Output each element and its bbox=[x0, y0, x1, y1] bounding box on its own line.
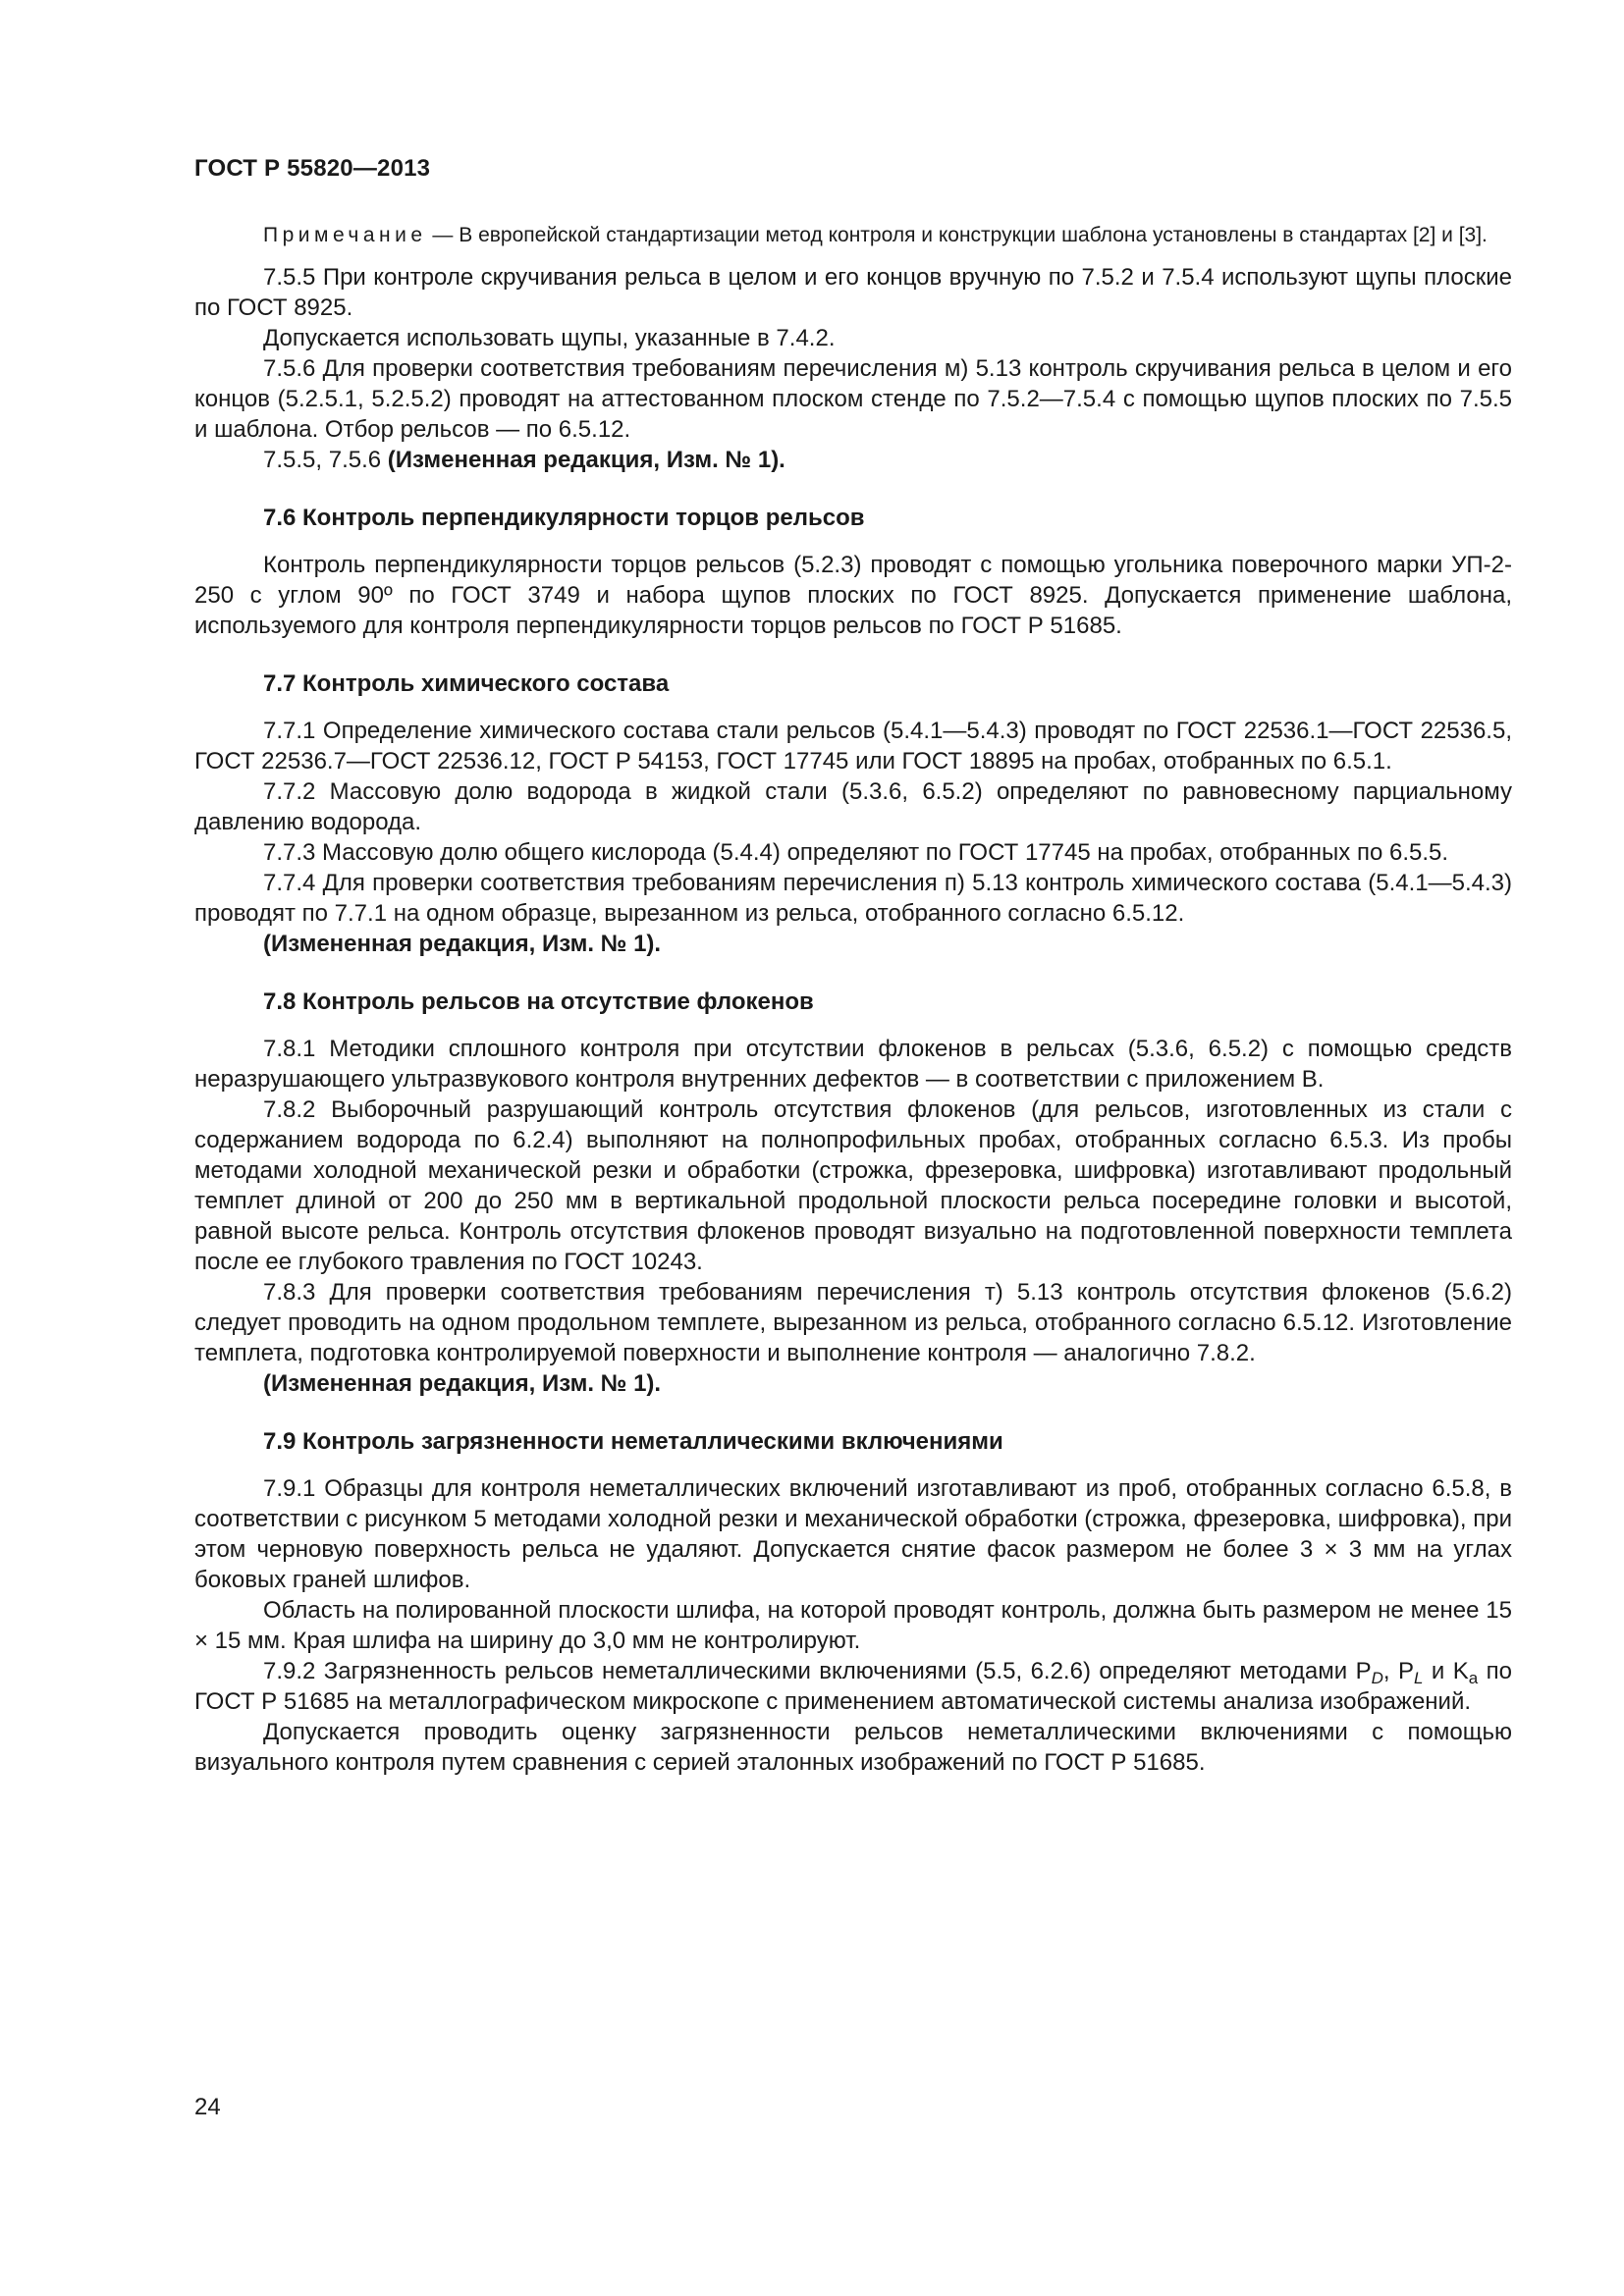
paragraph-7-5-6: 7.5.6 Для проверки соответствия требованиям перечисления м) 5.13 контроль скручивания рельса в целом и его концов (5.2.5.1, 5.2.5.2) проводят на аттестованном плоском стенде по 7.5.2—7.5.4 с помощью щупов плоских по 7.5.5 и шаблона. Отбор рельсов — по 6.5.12. bbox=[194, 355, 1512, 443]
note-label: Примечание bbox=[263, 224, 427, 246]
section-heading-7-6: 7.6 Контроль перпендикулярности торцов рельсов bbox=[263, 505, 865, 531]
section-heading-7-8: 7.8 Контроль рельсов на отсутствие флокенов bbox=[263, 988, 814, 1015]
paragraph-amendment-7-8 bbox=[194, 1368, 1512, 1399]
paragraph-7-8-1: 7.8.1 Методики сплошного контроля при отсутствии флокенов в рельсах (5.3.6, 6.5.2) с помощью средств неразрушающего ультразвукового контроля внутренних дефектов — в соответствии с приложением В. bbox=[194, 1036, 1512, 1093]
p792-sep2: и bbox=[1423, 1658, 1453, 1684]
method-pd-letter: P bbox=[1355, 1658, 1372, 1684]
paragraph-7-6: Контроль перпендикулярности торцов рельсов (5.2.3) проводят с помощью угольника поверочного марки УП-2-250 с углом 90º по ГОСТ 3749 и набора щупов плоских по ГОСТ 8925. Допускается применение шаблона, используемого для контроля перпендикулярности торцов рельсов по ГОСТ Р 51685. bbox=[194, 552, 1512, 639]
paragraph-7-7-2: 7.7.2 Массовую долю водорода в жидкой стали (5.3.6, 6.5.2) определяют по равновесному парциальному давлению водорода. bbox=[194, 778, 1512, 835]
method-pd-subscript: D bbox=[1371, 1669, 1383, 1687]
paragraph-7-8-2: 7.8.2 Выборочный разрушающий контроль отсутствия флокенов (для рельсов, изготовленных из стали с содержанием водорода по 6.2.4) выполняют на полнопрофильных пробах, отобранных согласно 6.5.3. Из пробы методами холодной механической резки и обработки (строжка, фрезеровка, шифровка) изготавливают продольный темплет длиной от 200 до 250 мм в вертикальной продольной плоскости рельса посередине головки и высотой, равной высоте рельса. Контроль отсутствия флокенов проводят визуально на подготовленной поверхности темплета после ее глубокого травления по ГОСТ 10243. bbox=[194, 1096, 1512, 1275]
amendment-note: (Измененная редакция, Изм. № 1). bbox=[387, 447, 785, 473]
paragraph-amendment-7-5 bbox=[194, 445, 1512, 475]
section-heading-7-7: 7.7 Контроль химического состава bbox=[263, 670, 670, 697]
method-pl-letter: P bbox=[1398, 1658, 1415, 1684]
section-heading-7-9: 7.9 Контроль загрязненности неметаллическими включениями bbox=[263, 1428, 1003, 1455]
document-body bbox=[194, 221, 1512, 1778]
p792-text-b: по ГОСТ Р 51685 на металлографическом микроскопе с применением автоматической системы анализа изображений. bbox=[194, 1658, 1513, 1715]
note-paragraph bbox=[194, 221, 1512, 249]
method-ka-subscript: a bbox=[1468, 1669, 1479, 1687]
paragraph-7-9-2 bbox=[194, 1656, 1512, 1717]
amendment-note: (Измененная редакция, Изм. № 1). bbox=[263, 1370, 662, 1397]
page-header-doc-code: ГОСТ Р 55820—2013 bbox=[194, 155, 431, 182]
paragraph-7-9-1: 7.9.1 Образцы для контроля неметаллических включений изготавливают из проб, отобранных согласно 6.5.8, в соответствии с рисунком 5 методами холодной резки и механической обработки (строжка, фрезеровка, шифровка), при этом черновую поверхность рельса не удаляют. Допускается снятие фасок размером не более 3 × 3 мм на углах боковых граней шлифов. bbox=[194, 1475, 1512, 1593]
note-text: — В европейской стандартизации метод контроля и конструкции шаблона установлены в стандартах [2] и [3]. bbox=[426, 224, 1488, 246]
paragraph-amendment-7-7 bbox=[194, 929, 1512, 959]
amendment-ref: 7.5.5, 7.5.6 bbox=[263, 447, 388, 473]
paragraph-7-7-4: 7.7.4 Для проверки соответствия требованиям перечисления п) 5.13 контроль химического состава (5.4.1—5.4.3) проводят по 7.7.1 на одном образце, вырезанном из рельса, отобранного согласно 6.5.12. bbox=[194, 870, 1512, 927]
paragraph-7-5-5: 7.5.5 При контроле скручивания рельса в целом и его концов вручную по 7.5.2 и 7.5.4 используют щупы плоские по ГОСТ 8925. bbox=[194, 264, 1512, 321]
paragraph-7-8-3: 7.8.3 Для проверки соответствия требованиям перечисления т) 5.13 контроль отсутствия флокенов (5.6.2) следует проводить на одном продольном темплете, вырезанном из рельса, отобранного согласно 6.5.12. Изготовление темплета, подготовка контролируемой поверхности и выполнение контроля — аналогично 7.8.2. bbox=[194, 1279, 1512, 1366]
paragraph-7-9-1-area: Область на полированной плоскости шлифа, на которой проводят контроль, должна быть размером не менее 15 × 15 мм. Края шлифа на ширину до 3,0 мм не контролируют. bbox=[194, 1597, 1512, 1654]
paragraph-7-9-2-visual: Допускается проводить оценку загрязненности рельсов неметаллическими включениями с помощью визуального контроля путем сравнения с серией эталонных изображений по ГОСТ Р 51685. bbox=[194, 1719, 1512, 1776]
page-number: 24 bbox=[194, 2094, 221, 2120]
method-ka-letter: K bbox=[1452, 1658, 1469, 1684]
p792-sep1: , bbox=[1382, 1658, 1398, 1684]
paragraph-7-7-1: 7.7.1 Определение химического состава стали рельсов (5.4.1—5.4.3) проводят по ГОСТ 22536.1—ГОСТ 22536.5, ГОСТ 22536.7—ГОСТ 22536.12, ГОСТ Р 54153, ГОСТ 17745 или ГОСТ 18895 на пробах, отобранных по 6.5.1. bbox=[194, 718, 1512, 774]
paragraph-7-7-3: 7.7.3 Массовую долю общего кислорода (5.4.4) определяют по ГОСТ 17745 на пробах, отобранных по 6.5.5. bbox=[263, 839, 1449, 866]
p792-text-a: 7.9.2 Загрязненность рельсов неметаллическими включениями (5.5, 6.2.6) определяют методами bbox=[263, 1658, 1356, 1684]
amendment-note: (Измененная редакция, Изм. № 1). bbox=[263, 931, 662, 957]
paragraph-7-5-5-tolerance: Допускается использовать щупы, указанные в 7.4.2. bbox=[263, 325, 836, 351]
method-pl-subscript: L bbox=[1414, 1669, 1424, 1687]
